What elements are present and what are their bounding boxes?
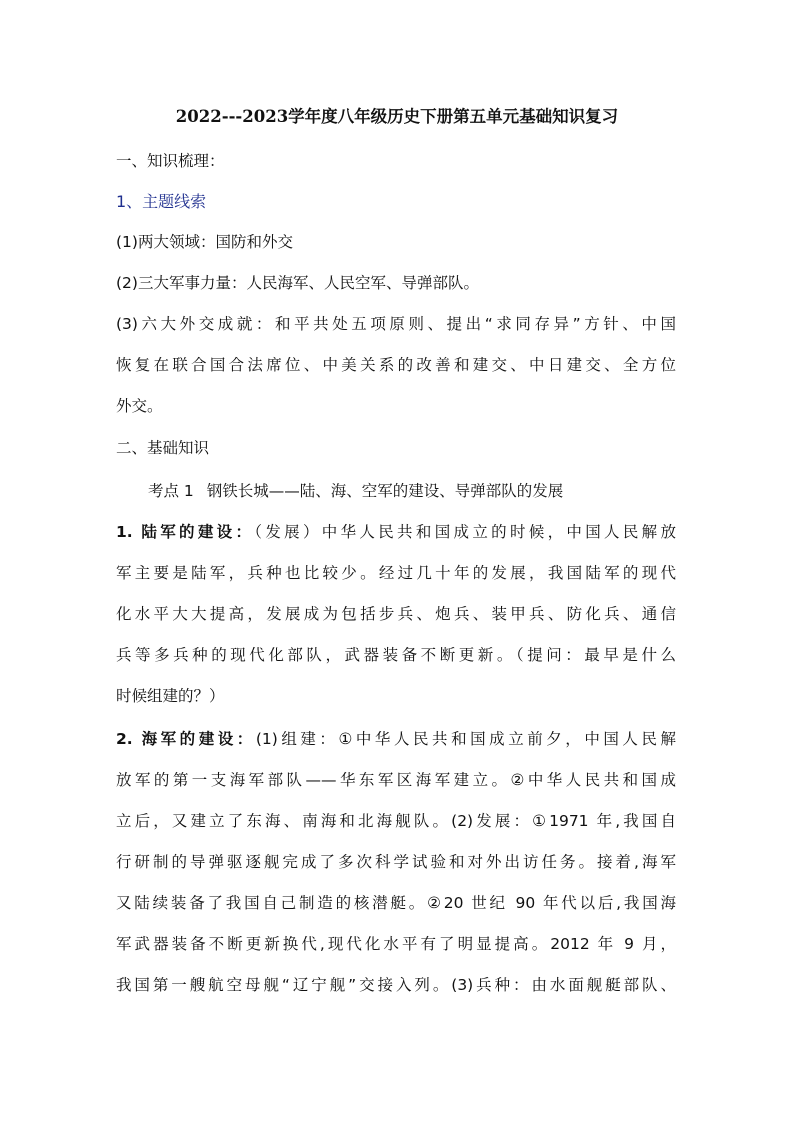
theme-item-3-line: (3)六大外交成就：和平共处五项原则、提出“求同存异”方针、中国 xyxy=(116,315,676,333)
document-title: 2022---2023学年度八年级历史下册第五单元基础知识复习 xyxy=(175,107,619,126)
paragraph-army-line: 时候组建的？） xyxy=(116,687,225,705)
paragraph-navy-line: 我国第一艘航空母舰“辽宁舰”交接入列。(3)兵种：由水面舰艇部队、 xyxy=(116,976,676,994)
paragraph-army-label: 1. 陆军的建设： xyxy=(116,523,255,541)
paragraph-navy-line: 行研制的导弹驱逐舰完成了多次科学试验和对外出访任务。接着,海军 xyxy=(116,853,676,871)
theme-item-2: (2)三大军事力量：人民海军、人民空军、导弹部队。 xyxy=(116,274,479,292)
kaodian-label: 考点 1 xyxy=(148,482,194,500)
paragraph-navy-line: 立后，又建立了东海、南海和北海舰队。(2)发展：①1971 年,我国自 xyxy=(116,812,676,830)
paragraph-navy-text: (1)组建：①中华人民共和国成立前夕，中国人民解 xyxy=(255,730,676,748)
section-heading-knowledge: 一、知识梳理： xyxy=(116,152,225,170)
section-heading-basics: 二、基础知识 xyxy=(116,439,210,457)
kaodian-heading xyxy=(148,481,708,501)
kaodian-text: 钢铁长城——陆、海、空军的建设、导弹部队的发展 xyxy=(206,482,564,500)
subsection-heading-theme: 1、主题线索 xyxy=(116,192,207,211)
paragraph-navy-line xyxy=(116,729,676,749)
theme-item-3-line: 恢复在联合国合法席位、中美关系的改善和建交、中日建交、全方位 xyxy=(116,356,676,374)
paragraph-navy-label: 2. 海军的建设： xyxy=(116,730,256,748)
paragraph-army-text: （发展）中华人民共和国成立的时候，中国人民解放 xyxy=(254,523,676,541)
paragraph-navy-line: 军武器装备不断更新换代,现代化水平有了明显提高。2012 年 9 月， xyxy=(116,935,676,953)
paragraph-navy-line: 放军的第一支海军部队——华东军区海军建立。②中华人民共和国成 xyxy=(116,771,676,789)
theme-item-1: (1)两大领域：国防和外交 xyxy=(116,233,293,251)
paragraph-navy-line: 又陆续装备了我国自己制造的核潜艇。②20 世纪 90 年代以后,我国海 xyxy=(116,894,676,912)
paragraph-army-line: 化水平大大提高，发展成为包括步兵、炮兵、装甲兵、防化兵、通信 xyxy=(116,605,676,623)
paragraph-army-line: 军主要是陆军，兵种也比较少。经过几十年的发展，我国陆军的现代 xyxy=(116,564,676,582)
theme-item-3-line: 外交。 xyxy=(116,397,163,415)
paragraph-army-line: 兵等多兵种的现代化部队，武器装备不断更新。（提问：最早是什么 xyxy=(116,646,676,664)
paragraph-army-line xyxy=(116,522,676,542)
